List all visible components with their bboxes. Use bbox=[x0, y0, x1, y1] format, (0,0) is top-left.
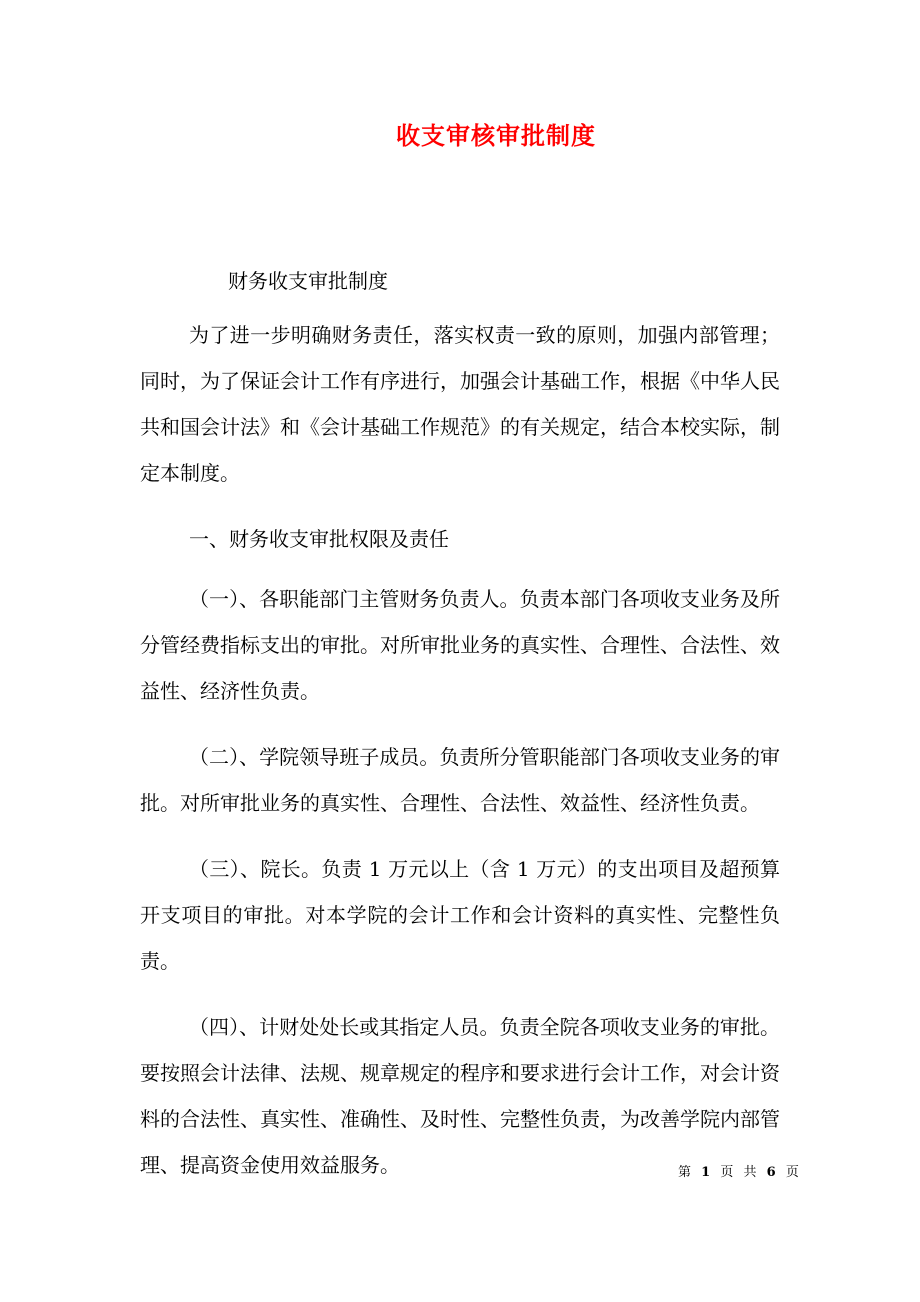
paragraph-president: （三）、院长。负责 1 万元以上（含 1 万元）的支出项目及超预算开支项目的审批。对本学院的会计工作和会计资料的真实性、完整性负责。 bbox=[140, 857, 780, 973]
page-number-footer bbox=[678, 1164, 802, 1182]
document-subtitle: 财务收支审批制度 bbox=[228, 269, 388, 293]
paragraph-finance-director: （四）、计财处处长或其指定人员。负责全院各项收支业务的审批。要按照会计法律、法规、规章规定的程序和要求进行会计工作，对会计资料的合法性、真实性、准确性、及时性、完整性负责，为改善学院内部管理、提高资金使用效益服务。 bbox=[140, 1015, 780, 1177]
paragraph-department-heads: （一）、各职能部门主管财务负责人。负责本部门各项收支业务及所分管经费指标支出的审批。对所审批业务的真实性、合理性、合法性、效益性、经济性负责。 bbox=[140, 587, 780, 703]
section-heading-approval-authority: 一、财务收支审批权限及责任 bbox=[189, 527, 449, 551]
footer-middle: 页 共 bbox=[720, 1165, 760, 1180]
document-body bbox=[140, 312, 780, 1208]
footer-prefix: 第 bbox=[678, 1165, 695, 1180]
footer-suffix: 页 bbox=[785, 1165, 802, 1180]
paragraph-intro: 为了进一步明确财务责任，落实权责一致的原则，加强内部管理；同时，为了保证会计工作有序进行，加强会计基础工作，根据《中华人民共和国会计法》和《会计基础工作规范》的有关规定，结合本校实际，制定本制度。 bbox=[140, 323, 780, 485]
footer-total-pages: 6 bbox=[766, 1165, 779, 1180]
paragraph-leadership-members: （二）、学院领导班子成员。负责所分管职能部门各项收支业务的审批。对所审批业务的真实性、合理性、合法性、效益性、经济性负责。 bbox=[140, 745, 780, 815]
document-title: 收支审核审批制度 bbox=[396, 121, 596, 150]
footer-current-page: 1 bbox=[701, 1165, 714, 1180]
